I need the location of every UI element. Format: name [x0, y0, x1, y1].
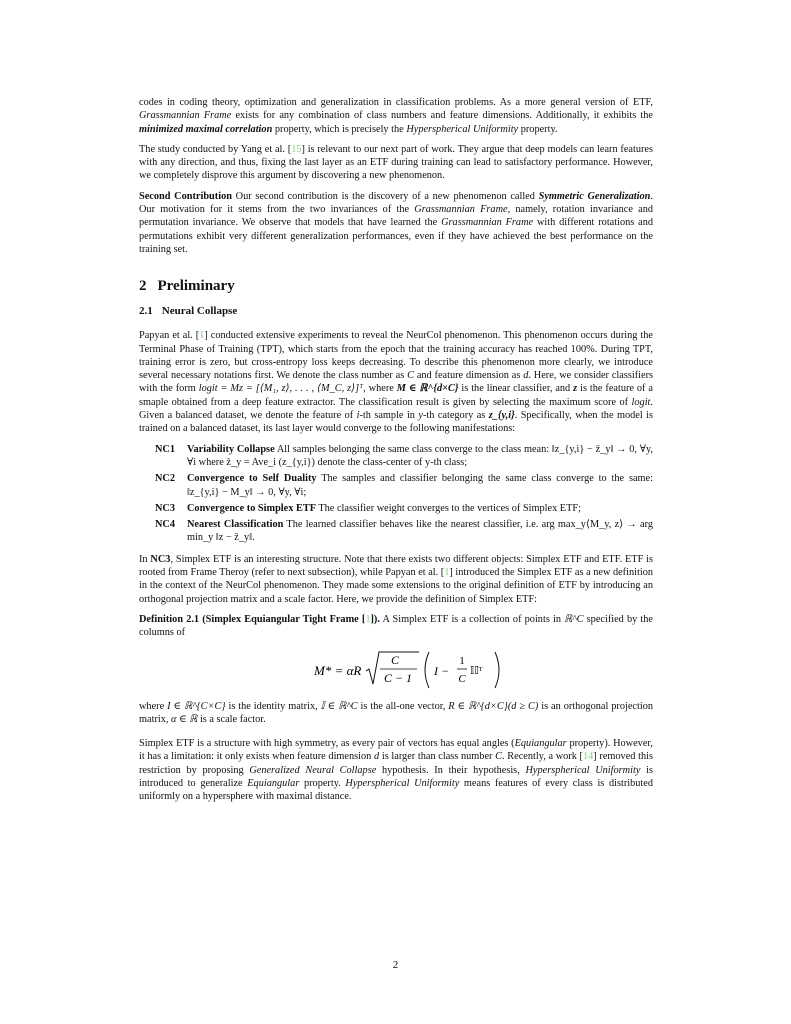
citation-link[interactable]: 1 — [444, 567, 450, 579]
right-paren — [495, 652, 499, 688]
list-item: NC4 Nearest Classification The learned classifier behaves like the nearest classifier, i.e. arg max_y⟨M_y, z⟩ → arg min_y ‖z − z̄_y‖. — [155, 519, 653, 544]
section-heading: 2 Preliminary — [139, 278, 235, 295]
paragraph-lead: Second Contribution — [139, 190, 232, 202]
paragraph-intro-continued: codes in coding theory, optimization and generalization in classification problems. As a more general version of ETF, Grassmannian Frame exists for any combination of class numbers and feature dimensions. Additionally, it exhibits the minimized maximal correlation property, which is precisely the Hyperspherical Uniformity property. — [139, 97, 654, 135]
paragraph-simplex-etf: In NC3, Simplex ETF is an interesting structure. Note that there exists two different objects: Simplex ETF and ETF. ETF is rooted from Frame Theroy (refer to next subsection), while Papyan et al. [1] introduced the Simplex ETF as a new definition in the context of the NeurCol phenomenon. They made some extensions to the original definition of ETF by introducing an orthogonal projection matrix and a scale factor. Here, we provide the definition of Simplex ETF: — [139, 553, 654, 605]
paragraph-definition-terms: where I ∈ ℝ^{C×C} is the identity matrix, 𝕀 ∈ ℝ^C is the all-one vector, R ∈ ℝ^{d×C}(d ≥ C) is an orthogonal projection matrix, α ∈ ℝ is a scale factor. — [139, 700, 654, 725]
definition-label: Definition 2.1 — [139, 613, 200, 625]
definition-name: Simplex Equiangular Tight Frame — [205, 613, 359, 625]
paper-page — [139, 96, 653, 811]
equation-graphic — [216, 646, 576, 694]
fraction-denominator: C − 1 — [383, 670, 413, 685]
nc-manifestations-list — [139, 443, 653, 545]
citation-link[interactable]: 1 — [199, 330, 205, 342]
paragraph-second-contribution: Second Contribution Our second contribution is the discovery of a new phenomenon called Symmetric Generalization. Our motivation for it stems from the two invariances of the Grassmannian Frame, namely, rotation invariance and permutation invariance. We observe that models that have learned the Grassmannian Frame with different rotations and permutations exhibit very different generalization performances, even if they have achieved the best performance on the training set. — [139, 190, 654, 255]
page-number: 2 — [392, 959, 399, 971]
identity-term: I − — [434, 663, 450, 678]
paragraph-simplex-limitation: Simplex ETF is a structure with high symmetry, as every pair of vectors has equal angles (Equiangular property). However, it has a limitation: it only exists when feature dimension d is larger than class number C. Recently, a work [14] removed this restriction by proposing Generalized Neural Collapse hypothesis. In their hypothesis, Hyperspherical Uniformity is introduced to generalize Equiangular property. Hyperspherical Uniformity means features of every class is distributed uniformly on a hypersphere with maximal distance. — [139, 738, 653, 803]
list-item: NC3 Convergence to Simplex ETF The classifier weight converges to the vertices of Simplex ETF; — [155, 502, 581, 514]
citation-link[interactable]: 14 — [582, 751, 594, 763]
equation-simplex-etf — [139, 646, 653, 694]
left-paren — [425, 652, 429, 688]
inner-denominator: C — [458, 672, 466, 685]
inner-numerator: 1 — [459, 654, 465, 667]
subsection-heading: 2.1 Neural Collapse — [139, 305, 238, 318]
paragraph-yang-study: The study conducted by Yang et al. [15] is relevant to our next part of work. They argue that deep models can learn features with any direction, and thus, fixing the last layer as an ETF during training can lead to satisfactory performance. However, we completely disprove this argument by discovering a new phenomenon. — [139, 143, 653, 182]
equation-lhs: M* = αR — [314, 662, 362, 678]
list-item: NC1 Variability Collapse All samples belonging the same class converge to the class mean: ‖z_{y,i} − z̄_y‖ → 0, ∀y, ∀i where z̄_y = Ave_i (z_{y,i}) denote the class-center of y-th class; — [155, 443, 653, 468]
fraction-numerator: C — [390, 652, 400, 667]
citation-link[interactable]: 15 — [291, 143, 302, 155]
paragraph-neural-collapse: Papyan et al. [1] conducted extensive experiments to reveal the NeurCol phenomenon. This phenomenon occurs during the Terminal Phase of Training (TPT), which starts from the epoch that the training accuracy has reached 100%. During TPT, training error is zero, but cross-entropy loss keeps decreasing. To describe this phenomenon more clearly, we introduce several necessary notations first. We denote the class number as C and feature dimension as d. Here, we consider classifiers with the form logit = Mz = [⟨M₁, z⟩, . . . , ⟨M_C, z⟩]ᵀ, where M ∈ ℝ^{d×C} is the linear classifier, and z is the feature of a smaple obtained from a deep feature extractor. The classification result is given by selecting the maximum score of logit. Given a balanced dataset, we denote the feature of i-th sample in y-th category as z_{y,i}. Specifically, when the model is trained on a balanced dataset, its last layer would converge to the following manifestations: — [139, 330, 654, 435]
definition-block: Definition 2.1 (Simplex Equiangular Tight Frame [1]). A Simplex ETF is a collection of points in ℝ^C specified by the columns of — [139, 613, 654, 639]
list-item: NC2 Convergence to Self Duality The samples and classifier belonging the same class converge to the same: ‖z_{y,i} − M_y‖ → 0, ∀y, ∀i; — [155, 473, 653, 498]
ones-term: 𝕀𝕀ᵀ — [470, 664, 483, 677]
citation-link[interactable]: 1 — [365, 613, 371, 625]
